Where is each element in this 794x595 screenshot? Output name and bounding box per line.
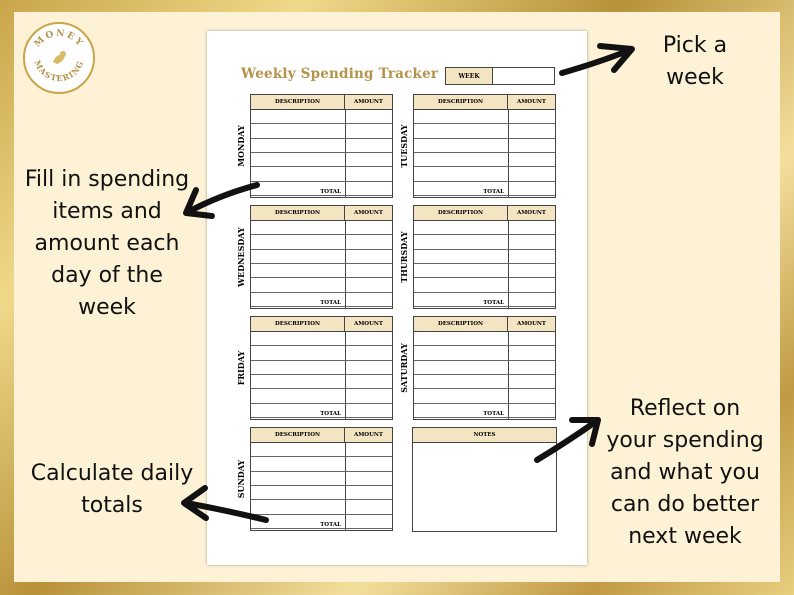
description-column-header: DESCRIPTION (414, 95, 508, 109)
amount-column-header: AMOUNT (516, 210, 547, 216)
callout-line: Reflect on (629, 396, 741, 421)
callout-line: next week (628, 524, 742, 549)
arrow-to-sunday-icon (184, 488, 266, 520)
total-label: TOTAL (483, 189, 504, 195)
total-label: TOTAL (483, 411, 504, 417)
arrow-to-notes-icon (537, 420, 598, 460)
callout-line: week (666, 65, 724, 90)
amount-column-header: AMOUNT (516, 321, 547, 327)
amount-column-header: AMOUNT (353, 99, 384, 105)
description-column-header: DESCRIPTION (414, 317, 508, 331)
description-column-header: DESCRIPTION (251, 428, 345, 442)
total-label: TOTAL (320, 300, 341, 306)
total-label: TOTAL (320, 189, 341, 195)
callout-line: Fill in spending (24, 167, 190, 192)
description-column-header: DESCRIPTION (251, 317, 345, 331)
callout-line: Pick a (662, 33, 728, 58)
day-label-sunday: SUNDAY (236, 459, 246, 499)
amount-column-header: AMOUNT (353, 432, 384, 438)
callout-line: can do better (610, 492, 760, 517)
callout-line: amount each (34, 231, 180, 256)
page-title: Weekly Spending Tracker (241, 66, 439, 82)
total-label: TOTAL (483, 300, 504, 306)
day-label-tuesday: TUESDAY (399, 124, 409, 168)
notes-header: NOTES (413, 428, 556, 443)
arrow-to-monday-icon (186, 185, 257, 216)
callout-line: Calculate daily (30, 461, 194, 486)
callout-line: day of the (51, 263, 163, 288)
week-label: WEEK (446, 68, 493, 84)
callout-line: your spending (606, 428, 764, 453)
day-label-saturday: SATURDAY (399, 343, 409, 393)
amount-column-header: AMOUNT (353, 321, 384, 327)
callout-line: and what you (610, 460, 760, 485)
description-column-header: DESCRIPTION (414, 206, 508, 220)
day-label-monday: MONDAY (236, 125, 246, 167)
description-column-header: DESCRIPTION (251, 95, 345, 109)
svg-text:MONEY: MONEY (32, 28, 86, 50)
amount-column-header: AMOUNT (353, 210, 384, 216)
total-label: TOTAL (320, 522, 341, 528)
callout-line: week (78, 295, 136, 320)
svg-text:MASTERING: MASTERING (32, 58, 86, 84)
total-label: TOTAL (320, 411, 341, 417)
callout-line: totals (81, 493, 143, 518)
callout-line: items and (52, 199, 162, 224)
arrow-to-week-icon (562, 46, 632, 73)
amount-column-header: AMOUNT (516, 99, 547, 105)
day-label-thursday: THURSDAY (399, 231, 409, 283)
day-label-wednesday: WEDNESDAY (236, 227, 246, 287)
description-column-header: DESCRIPTION (251, 206, 345, 220)
day-label-friday: FRIDAY (236, 350, 246, 386)
